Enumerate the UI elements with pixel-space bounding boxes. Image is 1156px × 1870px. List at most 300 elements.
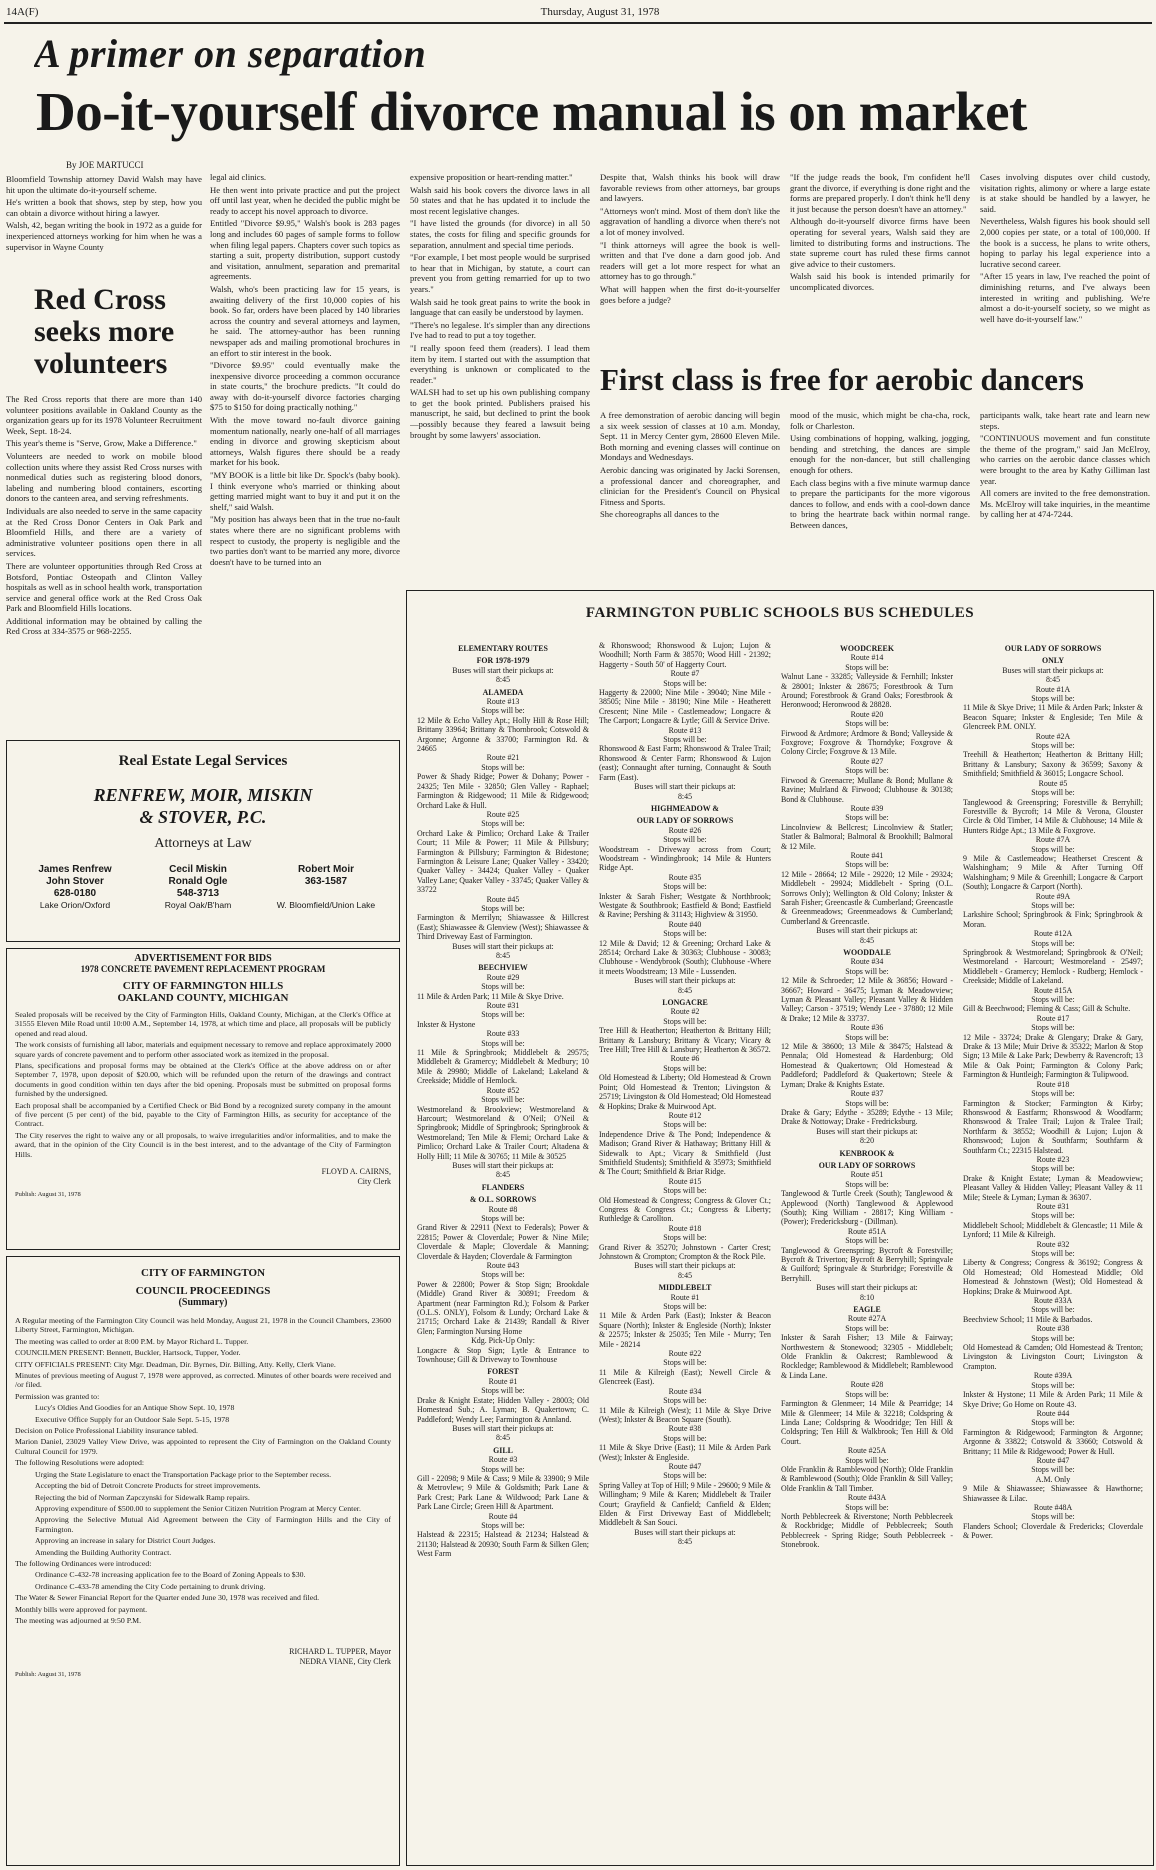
bus-school-heading: KENBROOK & [839,1148,895,1158]
council-paragraph: Rejecting the bid of Norman Zapczynski for Sidewalk Ramp repairs. [35,1492,250,1502]
redcross-paragraph: This year's theme is "Serve, Grow, Make a Difference." [6,438,197,449]
bus-route-label: Route #33A [1033,1296,1073,1306]
bids-paragraph: Plans, specifications and proposal forms may be obtained at the Clerk's Office at the above address on or after September 7, 1978, upon deposit of $20.00, which will be refunded upon the return of the drawings and contract documents in good condition within ten days after the bid opening. Proposals must be submitted on proposal forms furnished by the undersigned. [15,1061,391,1099]
bus-info-line: Stops will be: [1031,938,1075,948]
bus-info-line: Stops will be: [481,1095,525,1105]
bus-info-line: Stops will be: [845,813,889,823]
story-headline: Do-it-yourself divorce manual is on market [36,81,1027,142]
bus-school-heading: BEECHVIEW [478,963,528,973]
bus-info-line: Stops will be: [481,982,525,992]
bus-route-label: Route #9A [1035,891,1071,901]
bus-info-line: Buses will start their pickups at: [816,1126,918,1136]
council-paragraph: Approving an increase in salary for District Court Judges. [35,1536,216,1546]
bus-route-label: Route #31 [486,1001,520,1011]
bus-info-line: Stops will be: [481,1520,525,1530]
redcross-body [6,394,202,724]
bus-stops-list: Inkster & Sarah Fisher; 13 Mile & Fairway; Northwestern & Stonewood; 32305 - Middlebelt; Olde Franklin & Oakcrest; Ramblewood & Rockledge; Ramblewood & Middlebelt; Ramblewood & Linda Lane. [781,1333,953,1380]
council-paragraph: The following Ordinances were introduced: [15,1558,152,1568]
story-paragraph: He then went into private practice and put the project off until last year, when he decided the public might be ready to accept his novel approach to divorce. [210,184,400,216]
redcross-paragraph: Individuals are also needed to serve in the same capacity at the Red Cross Donor Centers in Oak Park and Bloomfield Hills, and there are a variety of administrative volunteer positions open there in all services. [6,505,202,559]
bus-route-label: Route #44 [1036,1408,1070,1418]
aerobic-col-1 [600,410,780,570]
bus-info-line: Stops will be: [1031,1465,1075,1475]
bus-stops-list: Firwood & Ardmore; Ardmore & Bond; Valleyside & Foxgrove; Foxgrove & Thorndyke; Foxgrove & Colony Circle; Foxgrove & 13 Mile. [781,728,953,757]
bus-route-label: Route #28 [850,1380,884,1390]
council-paragraph: CITY OFFICIALS PRESENT: City Mgr. Deadman, Dir. Byrnes, Dir. Billing, Atty. Kelly, Clerk Viane. [15,1359,336,1369]
legal-ad-area: Lake Orion/Oxford [39,900,111,910]
council-paragraph: COUNCILMEN PRESENT: Bennett, Buckler, Hartsock, Tupper, Yoder. [15,1348,241,1358]
council-paragraph: Amending the Building Authority Contract. [35,1547,172,1557]
story-paragraph: legal aid clinics. [210,172,267,182]
story-col-5 [790,172,970,360]
bids-paragraph: Each proposal shall be accompanied by a Certified Check or Bid Bond by a recognized surety company in the amount of five percent (5 per cent) of the bid, payable to the City of Farmington Hills, as security for acceptance of the Contract. [15,1100,391,1129]
legal-ad-phone: 628-0180 [53,888,97,899]
council-signer: RICHARD L. TUPPER, Mayor [289,1647,391,1657]
bus-info-line: Buses will start their pickups at: [452,1160,554,1170]
council-paragraph: Permission was granted to: [15,1391,100,1401]
redcross-paragraph: Additional information may be obtained by calling the Red Cross at 334-3575 or 968-2255. [6,615,202,637]
bus-route-label: Route #17 [1036,1013,1070,1023]
bus-stops-list: Haggerty & 22000; Nine Mile - 39040; Nine Mile - 38505; Nine Mile - 38190; Nine Mile - Heatherett Crescent; Nine Mile - Castlemeadow; Longacre & The Carport; Longacre & Lytle; Gill & Service Drive. [599,688,771,726]
legal-ad-phone: 363-1587 [304,876,348,887]
bus-route-label: Route #23 [1036,1154,1070,1164]
bus-info-line: Stops will be: [845,766,889,776]
bus-info-line: Stops will be: [481,1213,525,1223]
bus-info-line: Buses will start their pickups at: [816,926,918,936]
bus-stops-list: Farmington & Stocker; Farmington & Kirby; Rhonswood & Eastfarm; Rhonswood & Woodfarm; Rhonswood & Tralee Trail; Lujon & Tralee Trail; Northfarm & 38552; Woodhill & Lujon; Lujon & Rhonswood; Lujon & Southfarm; Southfarm & Southfarm Ct.; 22315 Halstead. [963,1098,1143,1155]
council-paragraph: Ordinance C-433-78 amending the City Code pertaining to drunk driving. [35,1581,266,1591]
bus-stops-list: Farmington & Glenmeer; 14 Mile & Pearridge; 14 Mile & Glenmeer; 14 Mile & 32218; Coldspring & Linda Lane; Coldspring & Woodridge; Ten Hill & Coldspring; Ten Hill & Walkbrook; Ten Hill & Old Court. [781,1399,953,1446]
story-col-2 [210,172,400,732]
bus-info-line: Stops will be: [663,678,707,688]
legal-ad-area: W. Bloomfield/Union Lake [276,900,376,910]
story-byline: By JOE MARTUCCI [66,160,144,170]
bus-route-label: Route #18 [1036,1079,1070,1089]
legal-ad-title: Real Estate Legal Services [118,753,288,769]
bus-route-label: Route #3 [488,1455,518,1465]
bus-stops-list: Treehill & Heatherton; Heatherton & Brittany Hill; Brittany & Lansbury; Saxony & 36599; Saxony & Smithfield; Smithfield & 36015; Longacre School. [963,750,1143,779]
bus-info-line: Stops will be: [663,1358,707,1368]
bus-info-line: Stops will be: [663,929,707,939]
bus-schedules-title: FARMINGTON PUBLIC SCHOOLS BUS SCHEDULES [585,605,975,621]
bus-stops-list: Drake & Knight Estate; Lyman & Meadowview; Pleasant Valley & Hidden Valley; Pleasant Valley & 11 Mile; Steele & Lyman; Lyman & 36307. [963,1173,1143,1202]
aerobic-paragraph: A free demonstration of aerobic dancing will begin a six week session of classes at 10 a.m. Monday, Sept. 11 in Mercy Center gym, 28600 Eleven Mile. Both morning and evening classes will continue on Mondays and Wednesdays. [600,410,780,463]
bus-info-line: Stops will be: [1031,1418,1075,1428]
bus-route-label: Route #38 [1036,1324,1070,1334]
bus-route-label: Route #14 [850,653,884,663]
story-paragraph: Bloomfield Township attorney David Walsh may have hit upon the ultimate do-it-yourself scheme. [6,174,202,195]
bus-stops-list: 11 Mile & Arden Park; 11 Mile & Skye Drive. [417,991,564,1001]
legal-ad-name: Robert Moir [297,864,355,875]
bus-info-line: Stops will be: [845,1179,889,1189]
council-paragraph: Approving the Selective Mutual Aid Agreement between the City of Farmington Hills and the City of Farmington. [35,1515,391,1534]
bus-stops-list: Beechview School; 11 Mile & Barbados. [963,1314,1093,1324]
council-paragraph: The Water & Sewer Financial Report for the Quarter ended June 30, 1978 was received and filed. [15,1593,320,1603]
council-paragraph: The following Resolutions were adopted: [15,1458,145,1468]
bus-route-label: Route #13 [486,697,520,707]
bus-info-line: Stops will be: [481,1038,525,1048]
bus-stops-list: 11 Mile & Skye Drive (East); 11 Mile & Arden Park (West); Inkster & Engleside. [599,1443,771,1462]
legal-services-ad [6,740,400,942]
bus-route-label: Route #38 [668,1424,702,1434]
council-title: COUNCIL PROCEEDINGS [135,1285,271,1297]
bus-stops-list: North Pebblecreek & Riverstone; North Pebblecreek & Rockbridge; Middle of Pebblecreek; South Pebblecreek - Spring Ridge; South Pebblecreek - Stonebrook. [781,1511,953,1550]
bids-paragraph: Sealed proposals will be received by the City of Farmington Hills, Oakland County, Michigan, at the Clerk's Office at 31555 Eleven Mile Road until 10:00 A.M., September 14, 1978, at which time and place, all proposals will be publicly opened and read aloud. [15,1010,391,1038]
bus-stops-list: 9 Mile & Castlemeadow; Heatherset Crescent & Walshingham; 9 Mile & After Turning Off Walshingham; 9 Mile & Greenhill; Longacre & Carport (South); Longacre & Carport (North). [963,853,1143,892]
bus-info-line: Stops will be: [1031,1023,1075,1033]
bus-info-line: Kdg. Pick-Up Only: [471,1336,535,1346]
council-paragraph: Accepting the bid of Detroit Concrete Products for street improvements. [35,1481,261,1491]
bus-stops-list: Drake & Knight Estate; Hidden Valley - 28003; Old Homestead Sub.; A. Lyman; B. Quakertown; C. Paddleford; Wendy Lee; Farmington & Annland. [417,1395,589,1424]
bus-route-label: Route #26 [668,825,702,835]
bus-route-label: Route #7A [1035,835,1071,845]
bus-info-line: Buses will start their pickups at: [634,782,736,792]
bus-school-heading: GILL [493,1445,513,1455]
council-paragraph: Approving expenditure of $500.00 to supplement the Senior Citizen Nutrition Program at Mercy Center. [35,1503,361,1513]
story-col-3 [410,172,590,592]
bus-info-line: Stops will be: [1031,1089,1075,1099]
legal-ad-contact [138,864,258,910]
bids-title: ADVERTISEMENT FOR BIDS [134,953,272,964]
bus-info-line: Stops will be: [1031,694,1075,704]
story-paragraph: "Attorneys won't mind. Most of them don't like the aggravation of handling a divorce when there's not a lot of money involved. [600,205,780,237]
bids-signer-title: City Clerk [357,1177,391,1187]
bus-route-label: Route #2 [670,1007,700,1017]
bus-stops-list: Spring Valley at Top of Hill; 9 Mile - 29600; 9 Mile & Willingham; 9 Mile & Karen; Middlebelt & Trailer Court; Grayfield & Canfield; Canfield & Elden; Elden & First Driveway East of Middlebelt; Middlebelt & San Souci. [599,1480,771,1528]
bus-school-heading: HIGHMEADOW & [650,803,720,813]
bus-route-label: Route #39 [850,803,884,813]
bids-title: OAKLAND COUNTY, MICHIGAN [117,992,289,1004]
story-paragraph: Entitled "Divorce $9.95," Walsh's book is 283 pages long and includes 60 pages of sample forms to follow when filing legal papers. Chapters cover such topics as starting a suit, property distribution, support custody and visitation, annulment, separation and premarital agreements. [210,218,400,282]
bus-info-line: A.M. Only [1035,1474,1071,1484]
bus-route-label: Route #29 [486,972,520,982]
bus-info-line: Stops will be: [845,1032,889,1042]
bus-stops-list: Gill - 22098; 9 Mile & Cass; 9 Mile & 33900; 9 Mile & Metrovlew; 9 Mile & Goldsmith; Park Lane & Park Crest; Park Lane & Wildwood; Park Lane & Park Lane Circle; Green Hill & Apartment. [417,1473,589,1512]
bus-info-line: Stops will be: [663,835,707,845]
legal-ad-phone: 548-3713 [176,888,220,899]
bus-info-line: 8:45 [495,675,511,685]
legal-ad-subtitle: Attorneys at Law [154,836,252,851]
bus-route-label: Route #32 [1036,1239,1070,1249]
bus-route-label: Route #34 [668,1386,702,1396]
bus-stops-list: Longacre & Stop Sign; Lytle & Entrance to Townhouse; Gill & Driveway to Townhouse [417,1345,589,1365]
bus-info-line: Stops will be: [663,1396,707,1406]
bus-route-label: Route #43 [486,1261,520,1270]
bus-route-label: Route #48A [1033,1502,1073,1512]
story-paragraph: "I have listed the grounds (for divorce) in all 50 states, the costs for filing and specific grounds for separation, annulment and special time periods. [410,218,590,250]
bus-info-line: Buses will start their pickups at: [634,1527,736,1537]
bus-info-line: Stops will be: [845,1502,889,1512]
bus-stops-list: 12 Mile - 28664; 12 Mile - 29220; 12 Mile - 29324; Middlebelt - 29924; Middlebelt - Spring (O.L. Sorrows Only); Wellington & Old Colony; Inkster & Sarah Fisher; Greencastle & Cumberland; Greencastle & Greenmeadows; Greenmeadows & Cumberland; Cumberland & Greencastle. [781,869,953,926]
aerobic-paragraph: Each class begins with a five minute warmup dance to prepare the participants for the more vigorous dances to follow, and ends with a cool-down dance to bring the heartrate back within normal range. Between dances, [790,477,970,530]
council-title: (Summary) [178,1297,228,1308]
bus-info-line: 8:45 [677,985,693,995]
bus-stops-list: 12 Mile & Echo Valley Apt.; Holly Hill & Rose Hill; Brittany 33964; Brittany & Thornbrook; Cotswold & Argonne; Argonne & 33700; Farmington Rd. & 24665 [417,715,589,754]
story-paragraph: Walsh said his book is intended primarily for uncomplicated divorces. [790,271,970,292]
bus-info-line: Buses will start their pickups at: [816,1283,918,1293]
council-paragraph: Ordinance C-432-78 increasing application fee to the Board of Zoning Appeals to $30. [35,1570,306,1580]
bus-info-line: Stops will be: [845,1389,889,1399]
bus-stops-list: & Rhonswood; Rhonswood & Lujon; Lujon & Woodhill; North Farm & 38570; Wood Hill - 21392; Haggerty - South 50' of Haggerty Court. [599,641,771,669]
legal-ad-firm: RENFREW, MOIR, MISKIN [93,785,313,805]
bus-route-label: Route #1A [1035,684,1071,694]
bus-stops-list: Grand River & 22911 (Next to Federals); Power & 22815; Power & Cloverdale; Power & Nine Mile; Cloverdale & Maple; Cloverdale & Manning; Cloverdale & Hayden; Cloverdale & Farmington [417,1223,589,1261]
bus-info-line: Stops will be: [845,1098,889,1108]
council-paragraph: The meeting was called to order at 8:00 P.M. by Mayor Richard L. Tupper. [15,1336,249,1346]
bus-stops-list: 12 Mile - 33724; Drake & Glengary; Drake & Gary, Drake & 13 Mile; Muir Drive & 35322; Marlon & Stop Sign; 13 Mile & Lake Park; Dewberry & Ravencroft; 13 Mile & Oak Point; Farmington & Colony Park; Farmington & Huntleigh; Farmington & Tulipwood. [963,1032,1143,1080]
aerobic-paragraph: She choreographs all dances to the [600,509,720,520]
bus-school-heading: FOREST [487,1367,519,1377]
bus-route-label: Route #6 [670,1054,700,1064]
story-paragraph: "I really spoon feed them (readers). I lead them item by item. I started out with the assumption that everything is unknown or complicated to the reader." [410,342,590,385]
bus-info-line: Stops will be: [481,819,525,829]
bus-stops-list: Woodstream - Driveway across from Court; Woodstream - Windingbrook; 14 Mile & Hunters Ridge Apt. [599,844,771,873]
page-date: Thursday, August 31, 1978 [540,6,660,18]
bids-paragraph: The work consists of furnishing all labor, materials and equipment necessary to remove and replace approximately 2000 square yards of concrete pavement and to perform other associated work as itemized in the proposal. [15,1040,391,1059]
bus-stops-list: Tanglewood & Greenspring; Forestville & Berryhill; Forestville & Bycroft; 14 Mile & Verona, Glouster Circle & Old Timber, 14 Mile & Clubhouse; 14 Mile & Hunters Ridge Apt.; 13 Mile & Foxgrove. [963,797,1143,835]
bus-info-line: Stops will be: [1031,1305,1075,1315]
story-paragraph: "There's no legalese. It's simpler than any directions I've had to read to put a toy together. [410,319,590,341]
bus-col-1 [417,641,589,1859]
bus-stops-list: Old Homestead & Camden; Old Homestead & Trenton; Livingston & Livingston Court; Livingston & Crampton. [963,1343,1143,1371]
bus-info-line: Buses will start their pickups at: [452,941,554,951]
council-paragraph: Monthly bills were approved for payment. [15,1604,148,1614]
bus-stops-list: 12 Mile & David; 12 & Greening; Orchard Lake & 28514; Orchard Lake & 30363; Clubhouse - 30083; Clubhouse - Wendybrook (South); Clubhouse -Where it meets Woodstream; 13 Mile - Lussenden. [599,938,771,976]
bus-stops-list: 9 Mile & Shiawassee; Shiawassee & Hawthorne; Shiawassee & Lilac. [963,1484,1143,1503]
bus-info-line: Stops will be: [1031,788,1075,798]
bus-route-label: Route #25A [847,1446,887,1456]
bus-schedules [406,590,1154,1866]
bus-school-heading: WOODCREEK [840,644,894,653]
bus-stops-list: Rhonswood & East Farm; Rhonswood & Tralee Trail; Rhonswood & Center Farm; Rhonswood & Lujon (east); Connaught after turning, Connaught & South Farm (East). [599,744,771,782]
bus-stops-list: Farmington & Merrilyn; Shiawassee & Hillcrest (East); Shiawassee & Glenview (West); Shiawassee & Third Driveway East of Farmington. [417,913,589,942]
legal-ad-name: John Stover [46,876,104,887]
bus-school-heading: OUR LADY OF SORROWS [1004,644,1102,653]
bus-info-line: Stops will be: [845,719,889,729]
bus-info-line: Stops will be: [1031,1380,1075,1390]
bus-stops-list: Drake & Gary; Edythe - 35289; Edythe - 13 Mile; Drake & Nottoway; Drake - Fredricksburg. [781,1107,953,1127]
bus-stops-list: Independence Drive & The Pond; Independence & Madison; Grand River & Hathaway; Brittany Hill & Sidewalk to Apt.; Vicary & Smithfield (Just Smithfield Students); Smithfield & 35973; Smithfield & The Court; Smithfield & Briar Ridge. [599,1129,771,1177]
story-paragraph: Cases involving disputes over child custody, visitation rights, alimony or where a large estate is at stake should be handled by a lawyer, he said. [980,172,1150,214]
redcross-paragraph: Volunteers are needed to work on mobile blood collection units where they assist Red Cross nurses with nonmedical duties such as registering blood donors, labeling and numbering blood containers, escorting donors to the canteen area, and serving refreshments. [6,450,202,504]
story-paragraph: Walsh, 42, began writing the book in 1972 as a guide for inexperienced attorneys working for him when he was a supervisor in Wayne County [6,220,202,252]
bus-stops-list: 12 Mile & Schroeder; 12 Mile & 36856; Howard - 36667; Howard - 36475; Lyman & Meadowview; Lyman & Pleasant Valley; Pleasant Valley & Hidden Valley; Carson - 37519; Wendy Lee - 37880; 12 Mile & Drake; 12 Mile & 33737. [781,976,953,1023]
page-number: 14A(F) [6,6,39,18]
bids-signer: FLOYD A. CAIRNS, [321,1167,391,1177]
bus-route-label: Route #47 [1036,1455,1070,1465]
legal-ad-name: Ronald Ogle [168,876,228,887]
bus-route-label: Route #25 [486,809,520,819]
bus-route-label: Route #47 [668,1461,702,1471]
redcross-headline: Red Cross seeks more volunteers [34,284,175,380]
redcross-paragraph: The Red Cross reports that there are more than 140 volunteer positions available in Oakland County as the organization gears up for its 1978 Volunteer Recruitment Week, Sept. 18-24. [6,394,202,436]
bus-col-2 [599,641,771,1859]
aerobic-paragraph: Aerobic dancing was originated by Jacki Sorensen, a professional dancer and choreographer, and clinician for the President's Council on Physical Fitness and Sports. [600,464,780,507]
bus-school-heading: ONLY [1041,656,1065,666]
aerobic-col-3 [980,410,1150,570]
bus-route-label: Route #35 [668,872,702,882]
bus-info-line: Stops will be: [1031,995,1075,1005]
bus-stops-list: Power & 22800; Power & Stop Sign; Brookdale (Middle) Grand River & 30891; Freedom & Apartment (near Farmington Rd.); Folsom & Parker (O.L.S. ONLY), Folsom & Lundy; Orchard Lake & 21715; Orchard Lake & 21439; Randall & River Glen; Farmington Nursing Home [417,1279,589,1336]
bus-route-label: Route #34 [850,957,884,967]
bus-route-label: Route #27A [847,1314,887,1324]
bus-info-line: Buses will start their pickups at: [634,1261,736,1271]
bus-stops-list: Inkster & Hystone; 11 Mile & Arden Park; 11 Mile & Skye Drive; Go Home on Route 43. [963,1390,1143,1409]
bus-route-label: Route #45 [486,894,520,904]
bus-col-3 [781,641,953,1859]
bus-info-line: Stops will be: [1031,1211,1075,1221]
story-paragraph: Although do-it-yourself divorce firms have been operating for several years, Walsh said they are limited to distributing forms and instructions. The state supreme court has ruled these firms cannot give advice to their customers. [790,216,970,269]
story-col-1 [6,174,202,278]
bus-stops-list: 11 Mile & Skye Drive; 11 Mile & Arden Park; Inkster & Beacon Square; Inkster & Engleside; Ten Mile & Glencreek P.M. ONLY. [963,703,1143,732]
bus-route-label: Route #21 [486,753,520,763]
redcross-paragraph: There are volunteer opportunities through Red Cross at Botsford, Pontiac Osteopath and Clinton Valley hospitals as well as in school health work, transportation service and general office work at the Red Cross Oak Park and Bloomfield Hills locations. [6,560,202,614]
aerobic-paragraph: All comers are invited to the free demonstration. Ms. McElroy will take inquiries, in the meantime by calling her at 474-7244. [980,488,1150,520]
story-paragraph: What will happen when the first do-it-yourselfer goes before a judge? [600,283,780,305]
bus-stops-list: Farmington & Ridgewood; Farmington & Argonne; Argonne & 33822; Cotswold & 33660; Cotswold & Brittany; 11 Mile & Ridgewood; Power & Hull. [963,1427,1143,1456]
legal-ad-name: Cecil Miskin [169,864,227,875]
bus-stops-list: Liberty & Congress; Congress & 36192; Congress & Old Homestead; Old Homestead Middle; Old Homestead & Johnstown (West); Old Homestead & Hopkins; Drake & Muirwood Apt. [963,1258,1143,1296]
council-signer: NEDRA VIANE, City Clerk [299,1657,391,1667]
bus-info-line: 8:45 [677,1537,693,1547]
bus-school-heading: EAGLE [853,1305,881,1315]
council-publish: Publish: August 31, 1978 [15,1671,81,1679]
bus-info-line: 8:45 [859,935,875,945]
bus-school-heading: FOR 1978-1979 [476,656,530,666]
bus-route-label: Route #43A [847,1493,887,1503]
bus-info-line: 8:10 [859,1292,875,1302]
bus-school-heading: ELEMENTARY ROUTES [458,644,548,653]
bus-route-label: Route #1 [488,1376,518,1386]
aerobic-paragraph: participants walk, take heart rate and learn new steps. [980,410,1150,431]
aerobic-paragraph: "CONTINUOUS movement and fun constitute the theme of the program," said Jan McElroy, who carries on the aerobic dance classes which were brought to the area by Kathy Gilliman last year. [980,433,1150,486]
story-paragraph: Nevertheless, Walsh figures his book should sell 2,000 copies per state, or a total of 100,000. If the book is a success, he plans to write others, hoping to parlay his legal experience into a lucrative second career. [980,216,1150,269]
story-paragraph: "My position has always been that in the true no-fault states where there are no significant problems with respect to custody, the property is negligible and the two parties don't want to be married any more, divorce doesn't have to be turned into an [210,514,400,567]
aerobic-paragraph: Using combinations of hopping, walking, jogging, bending and stretching, the dances are simple enough for the non-dancer, but still challenging enough for others. [790,433,970,475]
bus-stops-list: Westmoreland & Brookview; Westmoreland & Harcourt; Westmoreland & O'Neil; O'Neil & Springbrook; Middle of Springbrook; Springbrook & Westmoreland; Ten Mile & Flemi; Orchard Lake & Pimlico; Orchard Lake & Trailer Court; Altadena & Holly Hill; 11 Mile & 30765; 11 Mile & 30525 [417,1104,589,1161]
council-title: CITY OF FARMINGTON [140,1267,266,1279]
bus-stops-list: Old Homestead & Liberty; Old Homestead & Crown Point; Old Homestead & Trenton; Livingston & 25719; Livingston & Old Homestead; Old Homestead & Hopkins; Drake & Muirwood Apt. [599,1073,771,1111]
bus-stops-list: Tanglewood & Turtle Creek (South); Tanglewood & Applewood (North) Tanglewood & Applewood (South); King William - 28817; King William - (Power); Fredericksburg - (Dillman). [781,1189,953,1227]
bids-notice [6,948,400,1250]
council-paragraph: Decision on Police Professional Liability insurance tabled. [15,1426,198,1436]
bus-info-line: Stops will be: [481,1270,525,1280]
bus-route-label: Route #33 [486,1029,520,1039]
bus-info-line: Stops will be: [1031,1333,1075,1343]
council-paragraph: Marion Daniel, 23029 Valley View Drive, was appointed to represent the City of Farmington on the Oakland County Cultural Council for 1979. [15,1437,391,1456]
bus-route-label: Route #15A [1033,985,1073,995]
bus-info-line: 8:20 [859,1136,875,1146]
bus-route-label: Route #7 [670,669,700,679]
aerobic-paragraph: mood of the music, which might be cha-cha, rock, folk or Charleston. [790,410,970,431]
bus-stops-list: Power & Shady Ridge; Power & Dohany; Power - 24325; Ten Mile - 32850; Glen Valley - Raphael; Farmington & Ridgewood; 11 Mile & Ridgewood; Orchard Lake & Hull. [417,772,589,810]
bus-info-line: Stops will be: [663,1120,707,1130]
council-paragraph: Urging the State Legislature to enact the Transportation Package prior to the September recess. [35,1469,332,1479]
bus-info-line: Stops will be: [481,1386,525,1396]
bus-info-line: Stops will be: [845,966,889,976]
council-paragraph: A Regular meeting of the Farmington City Council was held Monday, August 21, 1978 in the Council Chambers, 23600 Liberty Street, Farmington, Michigan. [15,1316,391,1335]
story-paragraph: "Divorce $9.95" could eventually make the inexpensive divorce proceeding a common occurance in state courts," the brochure predicts. "It could do away with do-it-yourself divorce factories charging $75 to $150 for doing practically nothing." [210,360,400,413]
bus-stops-list: Middlebelt School; Middlebelt & Glencastle; 11 Mile & Lynford; 11 Mile & Kilreigh. [963,1220,1143,1240]
legal-ad-area: Royal Oak/B'ham [164,900,232,910]
legal-ad-contact [261,864,391,910]
bus-stops-list: 11 Mile & Kilreigh (East); Newell Circle & Glencreek (East). [599,1367,771,1387]
bus-info-line: 8:45 [677,1270,693,1280]
bus-info-line: Stops will be: [663,1016,707,1026]
bus-info-line: Stops will be: [1031,741,1075,751]
bus-stops-list: Inkster & Hystone [417,1019,476,1029]
story-kicker: A primer on separation [34,31,427,76]
bus-info-line: 8:45 [677,791,693,801]
story-paragraph: "MY BOOK is a little bit like Dr. Spock's (baby book). I think everyone who's married or thinking about getting married might want to buy it and put it on the shelf," said Walsh. [210,470,400,512]
bus-stops-list: 11 Mile & Kilreigh (West); 11 Mile & Skye Drive (West); Inkster & Beacon Square (South). [599,1405,771,1424]
bus-route-label: Route #37 [850,1089,884,1099]
bus-info-line: Stops will be: [663,1186,707,1196]
bus-school-heading: OUR LADY OF SORROWS [636,816,734,826]
council-paragraph: Lucy's Oldies And Goodies for an Antique Show Sept. 10, 1978 [35,1403,235,1413]
council-paragraph: Minutes of previous meeting of August 7, 1978 were approved, as corrected. Minutes of other boards were received and /or filed. [15,1371,391,1390]
bus-stops-list: 12 Mile & 38600; 13 Mile & 38475; Halstead & Pennala; Old Homestead & Hardenburg; Old Homestead & Quakertown; Old Homestead & Paddleford; Paddleford & Quakertown; Steele & Lyman; Drake & Knights Estate. [781,1042,953,1089]
bus-route-label: Route #4 [488,1511,518,1521]
bus-route-label: Route #52 [486,1085,520,1095]
bus-info-line: Stops will be: [481,903,525,913]
bids-publish: Publish: August 31, 1978 [15,1191,81,1199]
bus-route-label: Route #18 [668,1223,702,1233]
aerobic-headline: First class is free for aerobic dancers [600,362,1084,397]
council-paragraph: The meeting was adjourned at 9:50 P.M. [15,1615,142,1625]
legal-ad-contact [15,864,135,910]
bus-info-line: Stops will be: [1031,1249,1075,1258]
bus-info-line: Stops will be: [663,1302,707,1312]
bus-info-line: 8:45 [1045,675,1061,685]
bus-info-line: Stops will be: [845,860,889,870]
bus-info-line: 8:45 [495,951,511,960]
bus-route-label: Route #22 [668,1349,702,1359]
legal-ad-firm: & STOVER, P.C. [139,807,267,827]
bus-school-heading: LONGACRE [662,998,708,1008]
story-col-6 [980,172,1150,360]
bus-route-label: Route #40 [668,919,702,929]
aerobic-col-2 [790,410,970,570]
bus-info-line: Stops will be: [663,1063,707,1073]
bus-school-heading: ALAMEDA [482,687,524,697]
bus-route-label: Route #15 [668,1176,702,1186]
bids-title: 1978 CONCRETE PAVEMENT REPLACEMENT PROGRAM [80,964,326,974]
bus-info-line: Stops will be: [663,1233,707,1243]
bus-stops-list: Orchard Lake & Pimlico; Orchard Lake & Trailer Court; 11 Mile & Power; 11 Mile & Pillsbury; Farmington & Pillsbury; Farmington & Bidestone; Farmington & Leisure Lane; Quaker Valley - 33420; Quaker Valley - 34424; Quaker Valley - Quaker Valley Lane; Quaker Valley - 33745; Quaker Valley & 33722 [417,828,589,895]
bus-stops-list: Lincolnview & Bellcrest; Lincolnview & Statler; Statler & Balmoral; Balmoral & Brookhill; Balmoral & 12 Mile. [781,822,953,851]
bus-stops-list: Springbrook & Westmoreland; Springbrook & O'Neil; Westmoreland - Harcourt; Westmoreland - 25497; Middlebelt - Gramercy; Hemlock - Rudberg; Hemlock - Creekside; Middle of Lakeland. [963,948,1143,986]
bus-col-4 [963,641,1143,1859]
story-paragraph: He's written a book that shows, step by step, how you can obtain a divorce without hiring a lawyer. [6,197,202,218]
bus-stops-list: Walnut Lane - 33285; Valleyside & Fernhill; Inkster & 28001; Inkster & 28675; Forestbrook & Turn Around; Forestbrook & Grand Oaks; Forestbrook & Heronwood; Heronwood & 28828. [781,672,953,710]
bus-route-label: Route #2A [1035,731,1071,741]
council-paragraph: Executive Office Supply for an Outdoor Sale Sept. 5-15, 1978 [35,1414,230,1424]
bus-stops-list: Old Homestead & Congress; Congress & Glover Ct.; Congress & Congress Ct.; Congress & Liberty; Ruthledge & Carollton. [599,1195,771,1224]
story-paragraph: "For example, I bet most people would be surprised to hear that in Michigan, by statute, a court can prevent you from getting remarried for up to two years." [410,252,590,294]
bus-info-line: Stops will be: [1031,900,1075,910]
bus-route-label: Route #31 [1036,1201,1070,1211]
story-paragraph: Walsh, who's been practicing law for 15 years, is awaiting delivery of the first 10,000 copies of his book. So far, orders have been placed by 140 libraries across the country and several attorneys and laymen, he said. The attorney-author has been running newspaper ads and mailing promotional brochures in an effort to stir interest in the book. [210,283,400,358]
bus-school-heading: MIDDLEBELT [658,1283,712,1293]
bus-route-label: Route #41 [850,850,884,860]
bus-stops-list: Larkshire School; Springbrook & Fink; Springbrook & Moran. [963,910,1143,929]
story-paragraph: Walsh said he took great pains to write the book in language that can easily be understood by laymen. [410,296,590,318]
story-paragraph: expensive proposition or heart-rending matter." [410,172,573,182]
bus-route-label: Route #1 [670,1292,700,1302]
bus-info-line: 8:45 [495,1170,511,1180]
bus-stops-list: Flanders School; Cloverdale & Fredericks; Cloverdale & Power. [963,1521,1143,1541]
